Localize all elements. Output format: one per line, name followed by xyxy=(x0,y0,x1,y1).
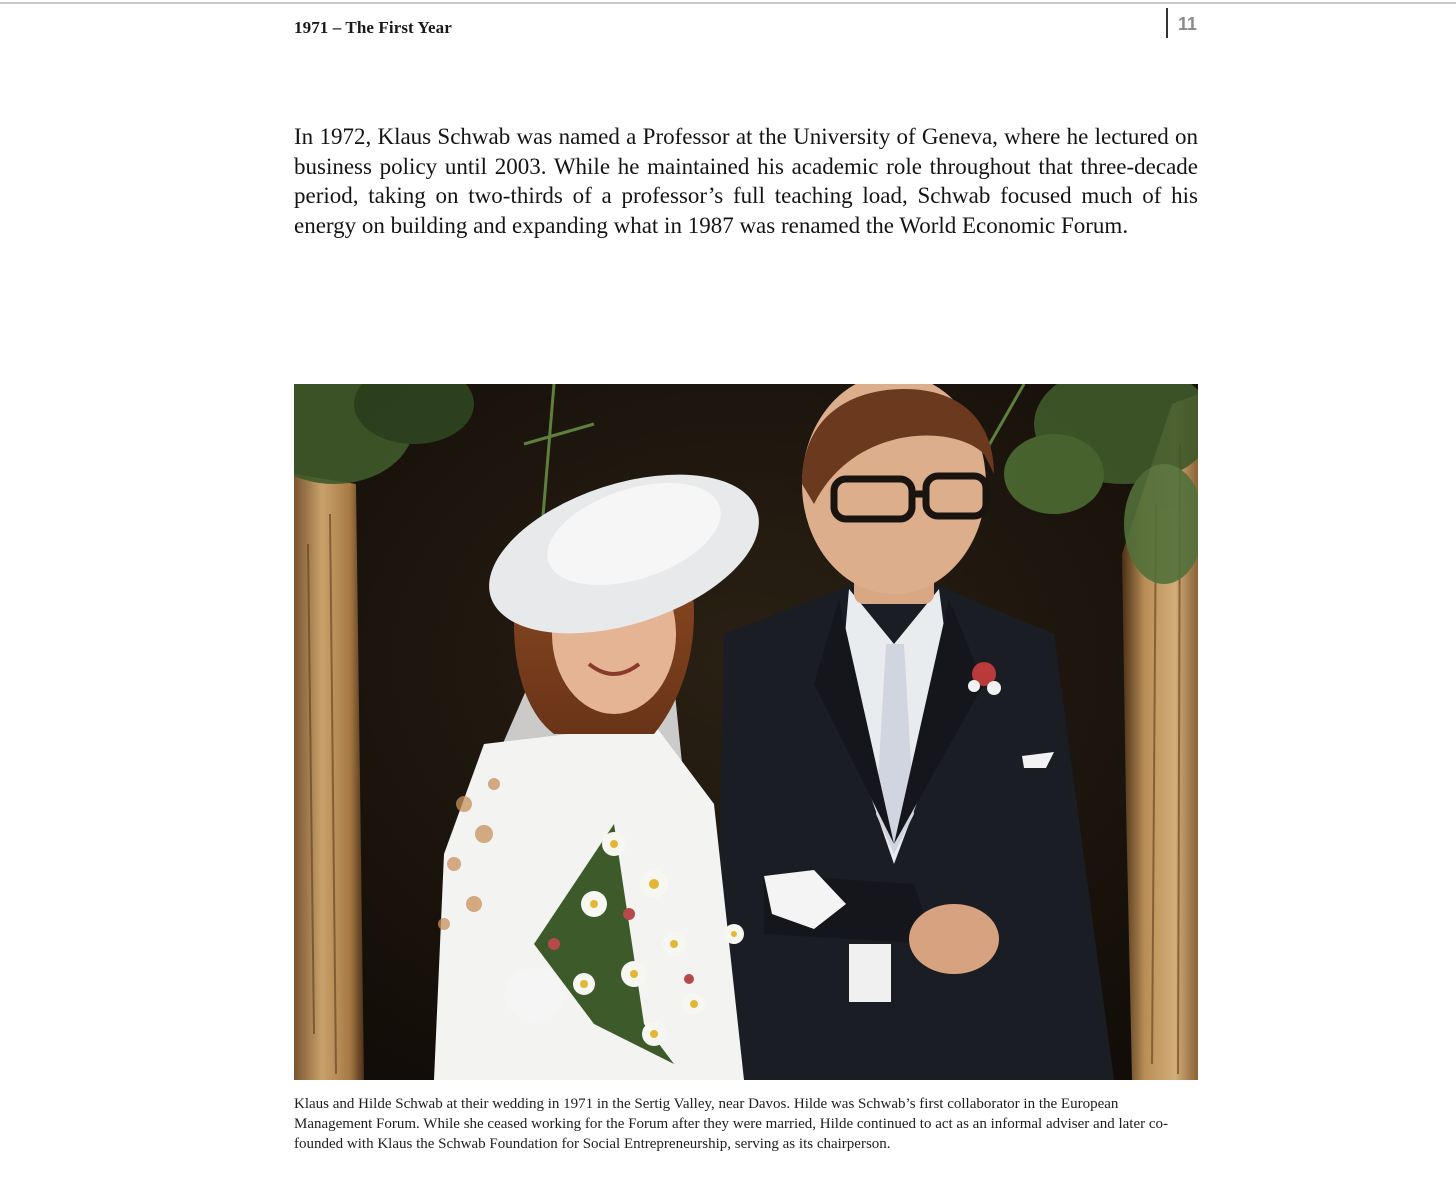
top-rule xyxy=(0,2,1456,4)
folio-divider xyxy=(1166,8,1168,38)
running-head: 1971 – The First Year xyxy=(294,18,452,37)
photo-caption: Klaus and Hilde Schwab at their wedding in 1971 in the Sertig Valley, near Davos. Hilde was Schwab’s first collaborator in the European Management Forum. While she ceased working for the Forum after they were married, Hilde continued to act as an informal adviser and later co-founded with Klaus the Schwab Foundation for Social Entrepreneurship, serving as its chairperson. xyxy=(294,1096,1168,1152)
wedding-photo xyxy=(294,384,1198,1080)
body-paragraph: In 1972, Klaus Schwab was named a Professor at the University of Geneva, where he lectured on business policy until 2003. While he maintained his academic role throughout that three-decade period, taking on two-thirds of a professor’s full teaching load, Schwab focused much of his energy on building and expanding what in 1987 was renamed the World Economic Forum. xyxy=(294,124,1198,238)
wedding-photo-illustration xyxy=(294,384,1198,1080)
page-number: 11 xyxy=(1178,14,1198,34)
